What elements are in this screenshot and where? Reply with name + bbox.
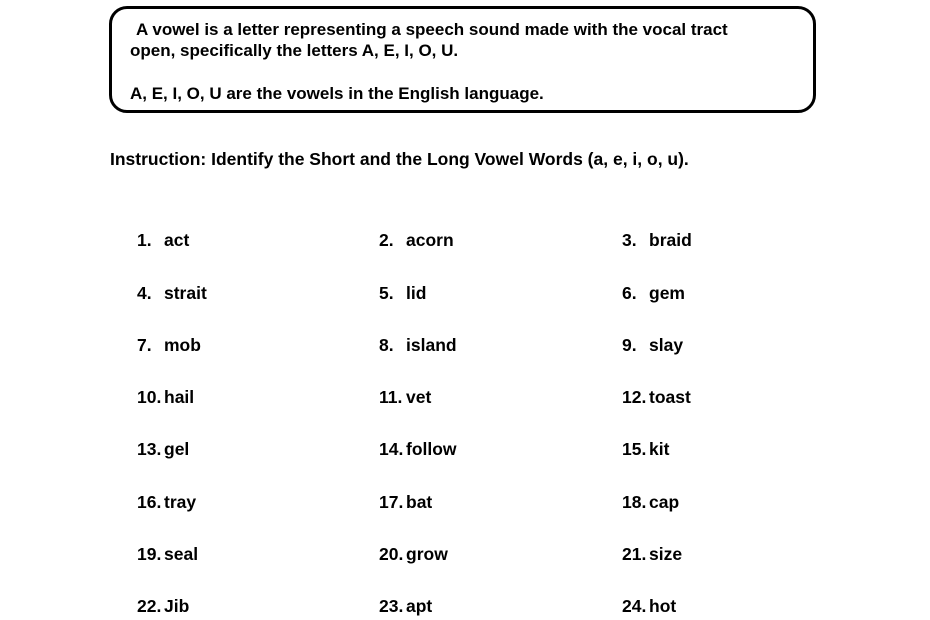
word-number: 18. xyxy=(622,492,647,512)
word-text: bat xyxy=(406,492,433,512)
word-text: act xyxy=(164,230,190,250)
word-text: gem xyxy=(649,283,685,303)
word-item-19 xyxy=(137,544,198,565)
word-item-21 xyxy=(622,544,682,565)
word-item-24 xyxy=(622,596,676,617)
word-text: tray xyxy=(164,492,197,512)
word-number: 22. xyxy=(137,596,162,616)
word-number: 10. xyxy=(137,387,162,407)
word-text: cap xyxy=(649,492,680,512)
definition-line-3: A, E, I, O, U are the vowels in the English language. xyxy=(130,84,544,103)
word-number: 11. xyxy=(379,387,403,407)
word-item-8 xyxy=(379,335,457,356)
word-item-10 xyxy=(137,387,194,408)
word-item-2 xyxy=(379,230,454,251)
word-number: 19. xyxy=(137,544,162,564)
word-item-23 xyxy=(379,596,432,617)
word-item-17 xyxy=(379,492,432,513)
word-number: 14. xyxy=(379,439,404,459)
word-text: slay xyxy=(649,335,684,355)
definition-box xyxy=(109,6,816,113)
word-item-16 xyxy=(137,492,196,513)
word-text: Jib xyxy=(164,596,190,616)
word-item-1 xyxy=(137,230,189,251)
word-number: 16. xyxy=(137,492,162,512)
word-text: follow xyxy=(406,439,457,459)
word-number: 15. xyxy=(622,439,647,459)
word-item-12 xyxy=(622,387,691,408)
word-item-7 xyxy=(137,335,201,356)
word-text: kit xyxy=(649,439,670,459)
word-number: 1. xyxy=(137,230,152,250)
word-text: braid xyxy=(649,230,692,250)
word-item-18 xyxy=(622,492,679,513)
definition-line-1: A vowel is a letter representing a speech sound made with the vocal tract xyxy=(136,20,728,39)
word-item-4 xyxy=(137,283,207,304)
word-number: 20. xyxy=(379,544,404,564)
word-number: 9. xyxy=(622,335,637,355)
word-text: size xyxy=(649,544,683,564)
definition-line-2: open, specifically the letters A, E, I, O, U. xyxy=(130,40,459,60)
word-number: 4. xyxy=(137,283,152,303)
word-text: seal xyxy=(164,544,199,564)
word-number: 5. xyxy=(379,283,394,303)
word-item-9 xyxy=(622,335,683,356)
word-text: hail xyxy=(164,387,195,407)
word-number: 12. xyxy=(622,387,647,407)
word-text: grow xyxy=(406,544,448,564)
word-text: vet xyxy=(406,387,432,407)
word-number: 2. xyxy=(379,230,394,250)
word-text: acorn xyxy=(406,230,454,250)
word-item-14 xyxy=(379,439,457,460)
word-number: 23. xyxy=(379,596,404,616)
word-number: 17. xyxy=(379,492,404,512)
word-number: 13. xyxy=(137,439,162,459)
word-item-11 xyxy=(379,387,431,408)
word-number: 6. xyxy=(622,283,637,303)
word-text: apt xyxy=(406,596,433,616)
word-text: toast xyxy=(649,387,691,407)
word-text: strait xyxy=(164,283,207,303)
word-text: gel xyxy=(164,439,190,459)
word-text: island xyxy=(406,335,457,355)
word-number: 7. xyxy=(137,335,152,355)
word-item-5 xyxy=(379,283,426,304)
word-number: 21. xyxy=(622,544,647,564)
word-text: hot xyxy=(649,596,677,616)
word-number: 8. xyxy=(379,335,394,355)
word-item-22 xyxy=(137,596,189,617)
word-number: 3. xyxy=(622,230,637,250)
word-item-15 xyxy=(622,439,669,460)
word-number: 24. xyxy=(622,596,647,616)
word-item-13 xyxy=(137,439,189,460)
word-item-3 xyxy=(622,230,692,251)
instruction-text: Instruction: Identify the Short and the Long Vowel Words (a, e, i, o, u). xyxy=(110,149,689,169)
word-text: lid xyxy=(406,283,427,303)
word-item-20 xyxy=(379,544,448,565)
word-item-6 xyxy=(622,283,685,304)
word-text: mob xyxy=(164,335,201,355)
